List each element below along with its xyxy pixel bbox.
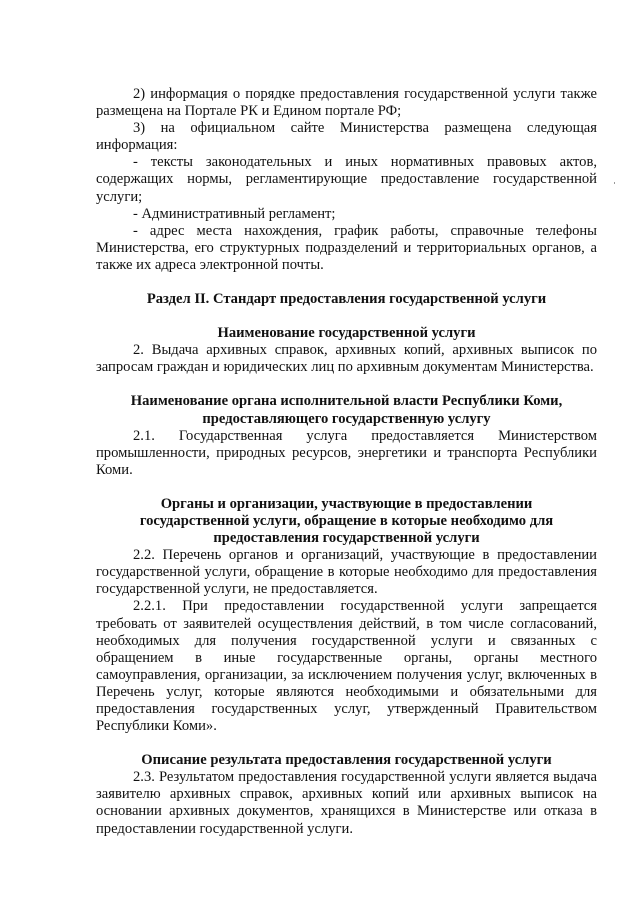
paragraph-address-info: - адрес места нахождения, график работы, справочные телефоны Министерства, его структурных подразделений и территориальных органов, а также их адреса электронной почты. — [96, 222, 597, 273]
paragraph-legal-acts: - тексты законодательных и иных нормативных правовых актов, содержащих нормы, регламентирующие предоставление государственной услуги; — [96, 154, 597, 205]
paragraph-service-name: 2. Выдача архивных справок, архивных копий, архивных выписок по запросам граждан и юридических лиц по архивным документам Министерства. — [96, 342, 597, 376]
heading-result-description: Описание результата предоставления государственной услуги — [141, 752, 552, 769]
paragraph-result: 2.3. Результатом предоставления государственной услуги является выдача заявителю архивных справок, архивных копий или архивных выписок на основании архивных документов, хранящихся в Министерстве или отказа в предоставлении государственной услуги. — [96, 769, 597, 837]
heading-executive-body-line2: предоставляющего государственную услугу — [202, 410, 491, 427]
paragraph-prohibition: 2.2.1. При предоставлении государственной услуги запрещается требовать от заявителей осуществления действий, в том числе согласований, необходимых для получения государственной услуги и связанных с обращением в иные государственные органы, органы местного самоуправления, организации, за исключением получения услуг, включенных в Перечень услуг, которые являются необходимыми и обязательными для предоставления государственных услуг, утвержденный Правительством Республики Коми». — [96, 598, 597, 735]
paragraph-ministry-site: 3) на официальном сайте Министерства размещена следующая информация: — [96, 120, 597, 154]
paragraph-executive-body: 2.1. Государственная услуга предоставляется Министерством промышленности, природных ресурсов, энергетики и транспорта Республики Коми. — [96, 427, 597, 478]
section-title: Раздел II. Стандарт предоставления государственной услуги — [146, 291, 547, 308]
heading-executive-body-line1: Наименование органа исполнительной власти Республики Коми, — [130, 393, 563, 410]
paragraph-organizations-list: 2.2. Перечень органов и организаций, участвующие в предоставлении государственной услуги, обращение в которые необходимо для предоставления государственной услуги, не предоставляется. — [96, 547, 597, 598]
document-body — [96, 86, 597, 838]
paragraph-admin-regulation: - Административный регламент; — [133, 205, 336, 222]
heading-organizations-line1: Органы и организации, участвующие в предоставлении — [160, 495, 533, 512]
heading-service-name: Наименование государственной услуги — [217, 325, 476, 342]
paragraph-info-portal: 2) информация о порядке предоставления государственной услуги также размещена на Портале РК и Едином портале РФ; — [96, 86, 597, 120]
heading-organizations-line2: государственной услуги, обращение в которые необходимо для — [139, 512, 554, 529]
heading-organizations-line3: предоставления государственной услуги — [213, 530, 480, 547]
scan-mark — [614, 182, 615, 184]
